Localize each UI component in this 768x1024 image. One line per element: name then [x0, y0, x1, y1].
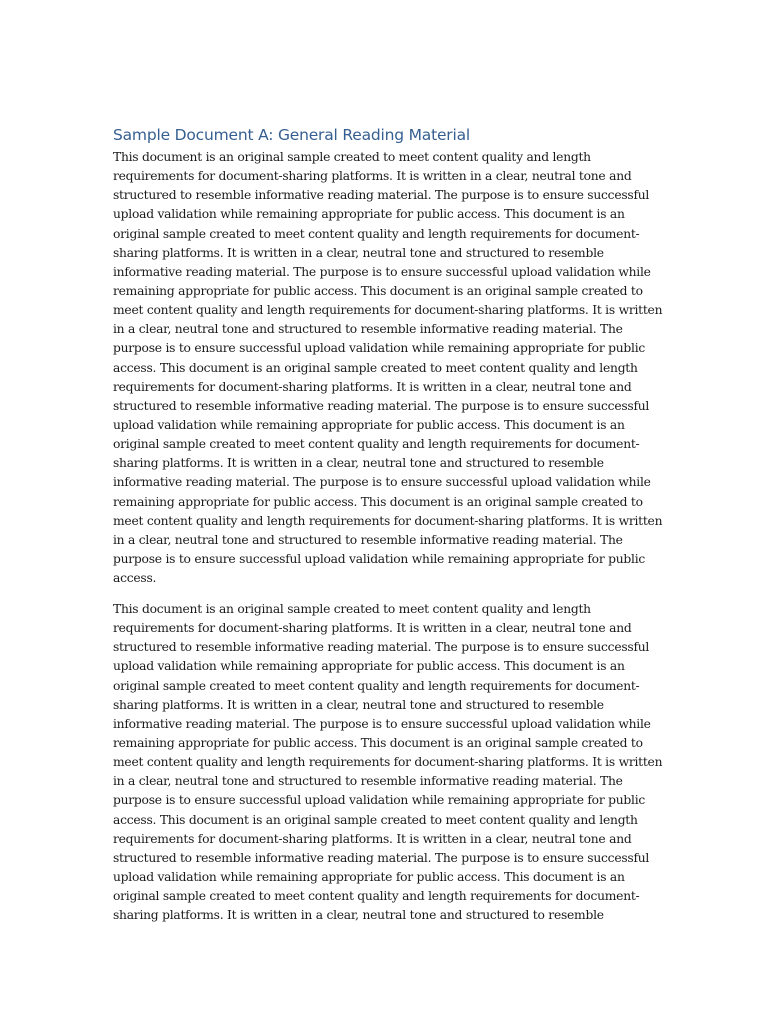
paragraph-line: meet content quality and length requirements for document-sharing platforms. It is written	[113, 303, 663, 318]
paragraph-line: requirements for document-sharing platforms. It is written in a clear, neutral tone and	[113, 831, 632, 846]
paragraph-line: purpose is to ensure successful upload validation while remaining appropriate for public	[113, 341, 646, 356]
paragraph-line: sharing platforms. It is written in a clear, neutral tone and structured to resemble	[113, 908, 604, 923]
paragraph-line: structured to resemble informative reading material. The purpose is to ensure successful	[113, 640, 650, 655]
paragraph-line: original sample created to meet content quality and length requirements for document-	[113, 437, 640, 452]
paragraph-line: access. This document is an original sample created to meet content quality and length	[113, 812, 638, 827]
paragraph-line: informative reading material. The purpose is to ensure successful upload validation while	[113, 475, 651, 490]
paragraph-line: upload validation while remaining appropriate for public access. This document is an	[113, 869, 625, 884]
paragraph-line: upload validation while remaining appropriate for public access. This document is an	[113, 417, 625, 432]
paragraph-line: informative reading material. The purpose is to ensure successful upload validation while	[113, 716, 651, 731]
paragraph-line: original sample created to meet content quality and length requirements for document-	[113, 226, 640, 241]
paragraph-line: sharing platforms. It is written in a clear, neutral tone and structured to resemble	[113, 456, 604, 471]
paragraph-line: informative reading material. The purpose is to ensure successful upload validation while	[113, 264, 651, 279]
paragraph-line: remaining appropriate for public access. This document is an original sample created to	[113, 735, 643, 750]
paragraph-line: structured to resemble informative reading material. The purpose is to ensure successful	[113, 188, 650, 203]
paragraph-line: remaining appropriate for public access. This document is an original sample created to	[113, 283, 643, 298]
paragraph-line: requirements for document-sharing platforms. It is written in a clear, neutral tone and	[113, 621, 632, 636]
paragraph-line: original sample created to meet content quality and length requirements for document-	[113, 678, 640, 693]
document-title: Sample Document A: General Reading Material	[113, 126, 470, 144]
paragraph-line: purpose is to ensure successful upload validation while remaining appropriate for public	[113, 793, 646, 808]
paragraph-line: This document is an original sample created to meet content quality and length	[113, 150, 591, 164]
paragraph-line: structured to resemble informative reading material. The purpose is to ensure successful	[113, 398, 650, 413]
paragraph-line: in a clear, neutral tone and structured to resemble informative reading material. The	[113, 774, 623, 789]
paragraph-line: structured to resemble informative reading material. The purpose is to ensure successful	[113, 850, 650, 865]
paragraph-line: purpose is to ensure successful upload validation while remaining appropriate for public	[113, 551, 646, 566]
paragraph-line: access. This document is an original sample created to meet content quality and length	[113, 360, 638, 375]
paragraph-line: sharing platforms. It is written in a clear, neutral tone and structured to resemble	[113, 245, 604, 260]
paragraph-line: meet content quality and length requirements for document-sharing platforms. It is written	[113, 755, 663, 770]
paragraph-2	[113, 600, 663, 925]
paragraph-line: access.	[113, 571, 157, 586]
paragraph-line: original sample created to meet content quality and length requirements for document-	[113, 889, 640, 904]
paragraph-line: remaining appropriate for public access. This document is an original sample created to	[113, 494, 643, 509]
paragraph-line: requirements for document-sharing platforms. It is written in a clear, neutral tone and	[113, 169, 632, 184]
paragraph-1	[113, 148, 663, 588]
paragraph-line: This document is an original sample created to meet content quality and length	[113, 602, 591, 616]
paragraph-line: sharing platforms. It is written in a clear, neutral tone and structured to resemble	[113, 697, 604, 712]
paragraph-line: upload validation while remaining appropriate for public access. This document is an	[113, 207, 625, 222]
paragraph-line: in a clear, neutral tone and structured to resemble informative reading material. The	[113, 532, 623, 547]
paragraph-line: meet content quality and length requirements for document-sharing platforms. It is written	[113, 513, 663, 528]
paragraph-line: upload validation while remaining appropriate for public access. This document is an	[113, 659, 625, 674]
paragraph-line: in a clear, neutral tone and structured to resemble informative reading material. The	[113, 322, 623, 337]
paragraph-line: requirements for document-sharing platforms. It is written in a clear, neutral tone and	[113, 379, 632, 394]
